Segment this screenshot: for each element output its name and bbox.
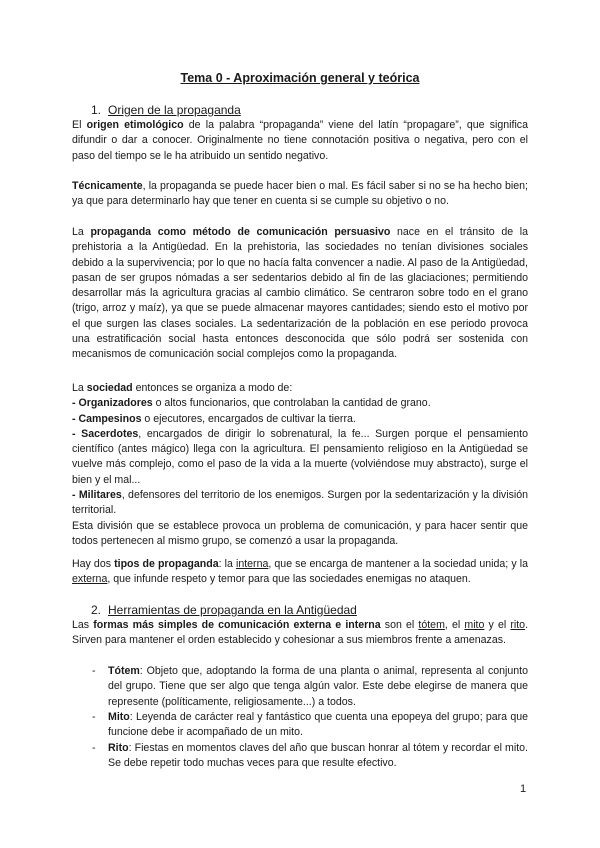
underlined-term: tótem	[418, 619, 445, 631]
list-item-body	[108, 741, 528, 772]
text-run: son el	[380, 619, 419, 631]
text-run: Esta división que se establece provoca un problema de comunicación, y para hacer sentir que todos pertenecen al mismo grupo, se comenzó a usar la propaganda.	[72, 519, 528, 547]
text-run: El	[72, 119, 87, 131]
bold-term: Mito	[108, 711, 130, 723]
text-run: o altos funcionarios, que controlaban la cantidad de grano.	[152, 397, 431, 410]
bold-term: Tótem	[108, 665, 140, 677]
list-item-mito	[92, 710, 528, 741]
bold-term: tipos de propaganda	[114, 558, 219, 570]
bold-term: sociedad	[86, 382, 133, 394]
underlined-term: externa	[72, 573, 108, 586]
text-run: : la	[218, 558, 236, 570]
paragraph-propaganda-types	[72, 557, 528, 588]
paragraph-society	[72, 381, 528, 549]
bold-term: origen etimológico	[86, 119, 184, 131]
text-run: , el	[444, 619, 465, 631]
list-bullet: -	[92, 665, 96, 677]
text-run: : Objeto que, adoptando la forma de una planta o animal, representa al conjunto del grupo. Tiene que ser algo que tenga algún valor. Este debe elegirse de manera que represente (políticamente, religiosamente...) a todos.	[108, 665, 528, 708]
underlined-term: interna	[235, 558, 269, 570]
text-run: La	[72, 226, 91, 238]
paragraph-etymology	[72, 118, 528, 164]
text-run: , que infunde respeto y temor para que las sociedades enemigas no ataquen.	[107, 573, 471, 586]
bold-term: - Militares	[72, 489, 122, 502]
bold-term: - Organizadores	[72, 397, 153, 410]
bold-term: Rito	[108, 742, 129, 754]
bold-term: - Sacerdotes	[72, 427, 139, 440]
bold-term: Técnicamente	[72, 180, 143, 192]
section-2-number: 2.	[91, 603, 102, 617]
list-item-totem	[92, 664, 528, 710]
text-run: : Fiestas en momentos claves del año que buscan honrar al tótem y recordar el mito. Se debe repetir todo muchas veces para que resulte efectivo.	[108, 742, 528, 770]
text-run: de la palabra “propaganda” viene del latín “propagare”, que significa difundir o dar a conocer. Originalmente no tiene connotación positiva o negativa, pero con el paso del tiempo se le ha atribuido un sentido negativo.	[72, 119, 528, 162]
section-1-number: 1.	[91, 103, 102, 117]
page-number: 1	[520, 783, 527, 795]
list-item-body	[108, 710, 528, 741]
text-run: o ejecutores, encargados de cultivar la tierra.	[141, 412, 356, 425]
bold-term: formas más simples de comunicación externa e interna	[93, 619, 381, 631]
paragraph-technically	[72, 179, 528, 210]
bold-term: - Campesinos	[72, 412, 142, 425]
text-run: : Leyenda de carácter real y fantástico que cuenta una epopeya del grupo; para que funcione debe ir acompañado de un mito.	[108, 711, 528, 739]
text-run: . Sirven para mantener el orden establecido y cohesionar a sus miembros frente a amenazas.	[72, 619, 529, 647]
underlined-term: rito	[510, 619, 526, 631]
text-run: , encargados de dirigir lo sobrenatural, la fe... Surgen porque el pensamiento científico (antes mágico) llega con la agricultura. El pensamiento religioso en la Antigüedad se vuelve más complejo, como el paso de la vida a la muerte (volviéndose muy abstracto), surge el bien y el mal...	[72, 427, 528, 486]
paragraph-persuasive-method	[72, 225, 528, 363]
text-run: y el	[484, 619, 511, 631]
document-title: Tema 0 - Aproximación general y teórica	[180, 71, 420, 85]
section-2-title: Herramientas de propaganda en la Antigüedad	[108, 603, 357, 617]
text-run: La	[72, 382, 87, 394]
paragraph-simple-forms	[72, 618, 528, 649]
list-bullet: -	[92, 711, 96, 723]
text-run: Las	[72, 619, 94, 631]
text-run: , que se encarga de mantener a la sociedad unida; y la	[268, 558, 528, 570]
bold-term: propaganda como método de comunicación persuasivo	[90, 226, 391, 238]
list-item-rito	[92, 741, 528, 772]
section-1-heading	[91, 103, 241, 117]
section-2-heading	[91, 603, 357, 617]
text-run: , defensores del territorio de los enemigos. Surgen por la sedentarización y la división territorial.	[72, 489, 529, 517]
text-run: , la propaganda se puede hacer bien o mal. Es fácil saber si no se ha hecho bien; ya que para determinarlo hay que tener en cuenta si se cumple su objetivo o no.	[72, 180, 528, 208]
text-run: Hay dos	[72, 558, 115, 570]
list-bullet: -	[92, 742, 96, 754]
text-run: nace en el tránsito de la prehistoria a la Antigüedad. En la prehistoria, las sociedades no tenían divisiones sociales debido a la supervivencia; por lo que no hacía falta convencer a nadie. Al paso de la Antigüedad, pasan de ser grupos nómadas a ser sedentarios debido al fin de las glaciaciones; permitiendo desarrollar más la agricultura gracias al cambio climático. Se centraron sobre todo en el grano (trigo, arroz y maíz), ya que se puede almacenar mayores cantidades; siendo esto el motivo por el que surgen las clases sociales. La sedentarización de la población en ese periodo provoca una estratificación social hasta entonces desconocida que sólo podrá ser sostenida con mecanismos de comunicación social complejos como la propaganda.	[72, 226, 528, 361]
text-run: entonces se organiza a modo de:	[132, 382, 293, 394]
list-item-body	[108, 664, 528, 710]
underlined-term: mito	[464, 619, 485, 631]
section-1-title: Origen de la propaganda	[108, 103, 241, 117]
